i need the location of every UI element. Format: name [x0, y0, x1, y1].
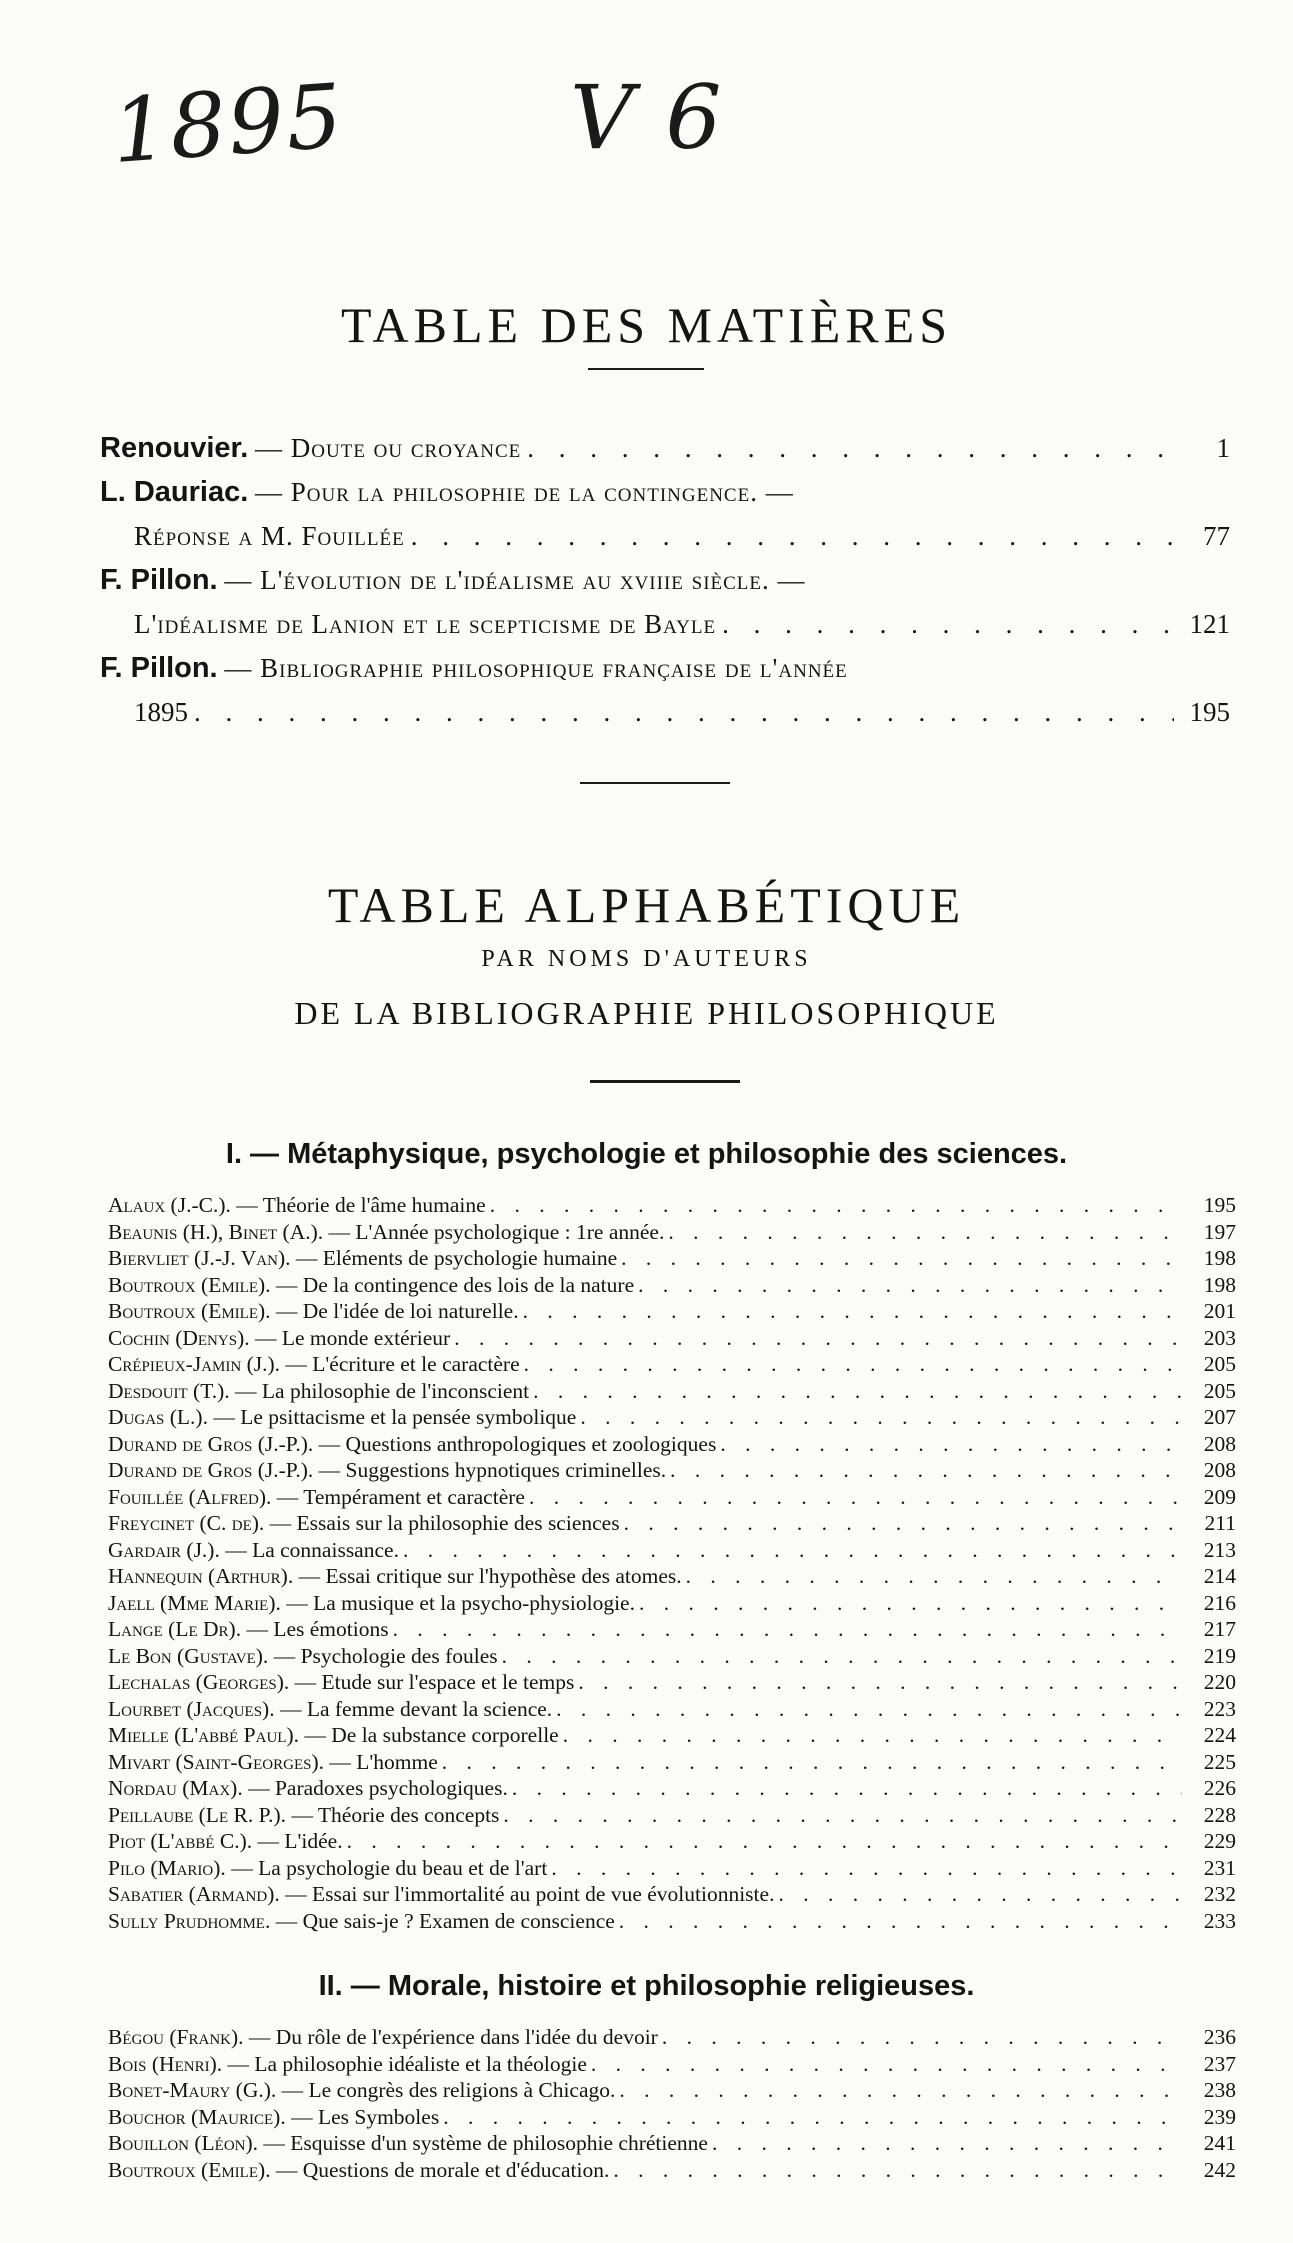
entry-page: 242: [1203, 2157, 1236, 2182]
entry-title: — Que sais-je ? Examen de conscience: [275, 1908, 615, 1933]
list-item: [108, 1510, 1236, 1537]
entry-title: — Le congrès des religions à Chicago.: [281, 2078, 616, 2102]
entry-page: 209: [1203, 1484, 1236, 1509]
entry-author: Beaunis (H.), Binet (A.).: [108, 1219, 324, 1244]
entry-title: — Esquisse d'un système de philosophie chrétienne: [263, 2131, 708, 2155]
list-item: [108, 1563, 1236, 1590]
entry-title: — L'Année psychologique : 1re année.: [328, 1219, 665, 1244]
handwritten-volume: V 6: [570, 66, 724, 169]
list-item: [108, 1404, 1236, 1431]
divider: [588, 368, 704, 370]
leader-dots: [556, 1696, 1182, 1723]
leader-dots: [503, 1802, 1182, 1829]
entry-title: — Questions de morale et d'éducation.: [275, 2157, 610, 2182]
leader-dots: [778, 1881, 1182, 1908]
alpha-subtitle-2: DE LA BIBLIOGRAPHIE PHILOSOPHIQUE: [294, 995, 999, 1031]
list-item: [108, 1378, 1236, 1405]
entry-title: — La femme devant la science.: [279, 1696, 553, 1721]
toc-list: [100, 426, 1230, 734]
leader-dots: [624, 1510, 1182, 1537]
leader-dots: [662, 2024, 1182, 2051]
entry-author: Gardair (J.).: [108, 1537, 220, 1562]
entry-author: Piot (L'abbé C.).: [108, 1829, 253, 1853]
entry-author: Durand de Gros (J.-P.).: [108, 1458, 314, 1482]
entry-author: Bégou (Frank).: [108, 2025, 244, 2049]
entry-page: 225: [1203, 1749, 1236, 1774]
leader-dots: [502, 1643, 1182, 1670]
entry-page: 211: [1204, 1511, 1236, 1535]
leader-dots: [442, 1749, 1182, 1776]
list-item: [108, 1245, 1236, 1272]
toc-entry: [100, 558, 1230, 646]
entry-author: Bouchor (Maurice).: [108, 2104, 286, 2129]
leader-dots: [578, 1669, 1182, 1696]
entry-page: 197: [1203, 1219, 1236, 1244]
entry-author: Bois (Henri).: [108, 2051, 223, 2076]
list-item: [108, 1272, 1236, 1299]
list-item: [108, 1616, 1236, 1643]
entry-title: — Essai sur l'immortalité au point de vue évolutionniste.: [285, 1882, 775, 1906]
entry-page: 231: [1203, 1855, 1236, 1880]
alpha-title: TABLE ALPHABÉTIQUE: [327, 876, 966, 933]
leader-dots: [621, 1245, 1182, 1272]
list-item: [108, 1881, 1236, 1908]
entry-author: Mivart (Saint-Georges).: [108, 1749, 324, 1774]
entry-page: 207: [1203, 1405, 1236, 1429]
leader-dots: [563, 1722, 1182, 1749]
entry-author: Peillaube (Le R. P.).: [108, 1802, 287, 1827]
entry-title: — Les Symboles: [291, 2104, 440, 2129]
section-heading: I. — Métaphysique, psychologie et philosophie des sciences.: [225, 1138, 1068, 1170]
entry-author: Bouillon (Léon).: [108, 2131, 259, 2155]
toc-title-text: — Pour la philosophie de la contingence. —: [255, 477, 794, 507]
list-item: [108, 1722, 1236, 1749]
entry-title: — Essais sur la philosophie des sciences: [269, 1511, 620, 1535]
leader-dots: [686, 1563, 1182, 1590]
entry-page: 238: [1203, 2078, 1236, 2102]
toc-entry: [100, 426, 1230, 470]
entry-author: Nordau (Max).: [108, 1776, 243, 1800]
entry-author: Durand de Gros (J.-P.).: [108, 1431, 314, 1456]
entry-title: — La psychologie du beau et de l'art: [231, 1855, 548, 1880]
toc-author: Renouvier.: [100, 432, 249, 464]
list-item: [108, 1775, 1236, 1802]
list-item: [108, 1749, 1236, 1776]
leader-dots: [533, 1378, 1182, 1405]
entry-page: 241: [1203, 2131, 1236, 2155]
leader-dots: [619, 1908, 1182, 1935]
entry-title: — Eléments de psychologie humaine: [295, 1246, 618, 1270]
entry-page: 232: [1203, 1882, 1236, 1906]
leader-dots: [529, 1484, 1182, 1511]
list-item: [108, 1643, 1236, 1670]
entry-page: 195: [1203, 1193, 1236, 1217]
entry-page: 239: [1203, 2104, 1236, 2129]
entry-author: Lourbet (Jacques).: [108, 1696, 275, 1721]
leader-dots: [722, 602, 1174, 646]
list-item: [108, 2130, 1236, 2157]
entry-title: — L'idée.: [257, 1829, 343, 1853]
list-item: [108, 1431, 1236, 1458]
entry-page: 203: [1203, 1325, 1236, 1350]
leader-dots: [638, 1272, 1182, 1299]
divider: [580, 782, 730, 784]
section-heading: II. — Morale, histoire et philosophie religieuses.: [318, 1970, 975, 2002]
toc-title-text: L'idéalisme de Lanion et le scepticisme de Bayle: [134, 609, 717, 639]
leader-dots: [639, 1590, 1182, 1617]
entry-page: 214: [1203, 1564, 1236, 1588]
entry-author: Lechalas (Georges).: [108, 1670, 290, 1694]
entry-page: 205: [1203, 1352, 1236, 1376]
toc-page: 77: [1203, 521, 1230, 551]
list-item: [108, 1828, 1236, 1855]
entry-title: — La philosophie idéaliste et la théologie: [227, 2051, 587, 2076]
entry-page: 201: [1203, 1299, 1236, 1323]
list-item: [108, 1696, 1236, 1723]
entry-author: Cochin (Denys).: [108, 1325, 250, 1350]
entry-title: — De la substance corporelle: [304, 1723, 559, 1747]
toc-author: L. Dauriac.: [100, 476, 249, 508]
entry-page: 213: [1203, 1537, 1236, 1562]
entry-author: Desdouit (T.).: [108, 1378, 230, 1403]
leader-dots: [393, 1616, 1182, 1643]
leader-dots: [512, 1775, 1182, 1802]
leader-dots: [347, 1828, 1182, 1855]
list-item: [108, 1298, 1236, 1325]
entry-author: Jaell (Mme Marie).: [108, 1590, 281, 1615]
entry-title: — De la contingence des lois de la nature: [275, 1272, 635, 1297]
entry-author: Mielle (L'abbé Paul).: [108, 1723, 300, 1747]
toc-page: 121: [1189, 609, 1230, 639]
entry-title: — Du rôle de l'expérience dans l'idée du devoir: [248, 2025, 658, 2049]
leader-dots: [403, 1537, 1182, 1564]
entry-author: Pilo (Mario).: [108, 1855, 226, 1880]
toc-title: TABLE DES MATIÈRES: [341, 296, 952, 353]
toc-page: 195: [1189, 697, 1230, 727]
list-item: [108, 1351, 1236, 1378]
leader-dots: [523, 1298, 1182, 1325]
toc-title-text: Réponse a M. Fouillée: [134, 521, 405, 551]
list-item: [108, 2157, 1236, 2184]
toc-entry: [100, 470, 1230, 558]
entry-title: — Essai critique sur l'hypothèse des atomes.: [298, 1564, 682, 1588]
list-item: [108, 1590, 1236, 1617]
leader-dots: [591, 2051, 1182, 2078]
divider: [590, 1080, 740, 1083]
entry-author: Freycinet (C. de).: [108, 1511, 265, 1535]
toc-title-text: 1895: [134, 697, 188, 727]
entry-title: — L'écriture et le caractère: [285, 1352, 520, 1376]
leader-dots: [443, 2104, 1182, 2131]
leader-dots: [194, 690, 1174, 734]
toc-author: F. Pillon.: [100, 652, 218, 684]
entry-title: — Le psittacisme et la pensée symbolique: [213, 1405, 577, 1429]
entry-page: 208: [1203, 1431, 1236, 1456]
entry-title: — La philosophie de l'inconscient: [235, 1378, 530, 1403]
entry-author: Sabatier (Armand).: [108, 1882, 280, 1906]
entry-author: Dugas (L.).: [108, 1405, 208, 1429]
entry-author: Boutroux (Emile).: [108, 1272, 271, 1297]
list-item: [108, 1537, 1236, 1564]
handwritten-year: 1895: [108, 64, 348, 183]
toc-entry: [100, 646, 1230, 734]
leader-dots: [580, 1404, 1182, 1431]
entry-page: 198: [1203, 1272, 1236, 1297]
entry-page: 226: [1203, 1776, 1236, 1800]
list-item: [108, 1908, 1236, 1935]
toc-author: F. Pillon.: [100, 564, 218, 596]
toc-page: 1: [1216, 433, 1230, 463]
entry-title: — Psychologie des foules: [273, 1643, 498, 1668]
entry-page: 224: [1203, 1723, 1236, 1747]
entry-author: Le Bon (Gustave).: [108, 1643, 269, 1668]
entry-page: 220: [1203, 1670, 1236, 1694]
entry-title: — Le monde extérieur: [254, 1325, 451, 1350]
entry-title: — Théorie de l'âme humaine: [236, 1193, 486, 1217]
list-item: [108, 1669, 1236, 1696]
alpha-subtitle: PAR NOMS D'AUTEURS: [481, 946, 812, 972]
entry-title: — L'homme: [329, 1749, 438, 1774]
entry-page: 233: [1203, 1908, 1236, 1933]
entry-page: 219: [1203, 1643, 1236, 1668]
entry-author: Fouillée (Alfred).: [108, 1484, 272, 1509]
entry-author: Boutroux (Emile).: [108, 1299, 271, 1323]
entry-page: 198: [1203, 1246, 1236, 1270]
entry-title: — Paradoxes psychologiques.: [248, 1776, 508, 1800]
author-list: [108, 1192, 1236, 1934]
list-item: [108, 2104, 1236, 2131]
entry-page: 223: [1203, 1696, 1236, 1721]
list-item: [108, 1325, 1236, 1352]
entry-title: — De l'idée de loi naturelle.: [275, 1299, 519, 1323]
entry-page: 228: [1203, 1802, 1236, 1827]
entry-author: Bonet-Maury (G.).: [108, 2078, 277, 2102]
leader-dots: [712, 2130, 1182, 2157]
entry-page: 217: [1203, 1617, 1236, 1641]
list-item: [108, 2051, 1236, 2078]
toc-title-text: — Doute ou croyance: [255, 433, 522, 463]
leader-dots: [454, 1325, 1182, 1352]
list-item: [108, 2024, 1236, 2051]
leader-dots: [490, 1192, 1182, 1219]
entry-page: 229: [1203, 1829, 1236, 1853]
list-item: [108, 1855, 1236, 1882]
leader-dots: [668, 1219, 1182, 1246]
leader-dots: [619, 2077, 1182, 2104]
leader-dots: [720, 1431, 1182, 1458]
entry-title: — Suggestions hypnotiques criminelles.: [318, 1458, 667, 1482]
entry-author: Alaux (J.-C.).: [108, 1193, 231, 1217]
leader-dots: [670, 1457, 1182, 1484]
entry-title: — Tempérament et caractère: [276, 1484, 525, 1509]
entry-author: Boutroux (Emile).: [108, 2157, 271, 2182]
entry-page: 236: [1203, 2025, 1236, 2049]
list-item: [108, 2077, 1236, 2104]
list-item: [108, 1219, 1236, 1246]
list-item: [108, 1457, 1236, 1484]
leader-dots: [527, 426, 1174, 470]
entry-author: Sully Prudhomme.: [108, 1908, 271, 1933]
entry-author: Biervliet (J.-J. Van).: [108, 1246, 291, 1270]
leader-dots: [524, 1351, 1182, 1378]
entry-page: 237: [1203, 2051, 1236, 2076]
entry-page: 208: [1203, 1458, 1236, 1482]
entry-title: — Etude sur l'espace et le temps: [294, 1670, 575, 1694]
toc-title-text: — L'évolution de l'idéalisme au xviiie siècle. —: [224, 565, 806, 595]
leader-dots: [551, 1855, 1182, 1882]
entry-title: — Questions anthropologiques et zoologiques: [318, 1431, 717, 1456]
entry-title: — La connaissance.: [225, 1537, 399, 1562]
entry-title: — Théorie des concepts: [291, 1802, 500, 1827]
list-item: [108, 1484, 1236, 1511]
toc-title-text: — Bibliographie philosophique française de l'année: [224, 653, 848, 683]
entry-author: Hannequin (Arthur).: [108, 1564, 294, 1588]
leader-dots: [613, 2157, 1182, 2184]
entry-author: Lange (Le Dr).: [108, 1617, 242, 1641]
leader-dots: [411, 514, 1174, 558]
author-list: [108, 2024, 1236, 2183]
list-item: [108, 1802, 1236, 1829]
entry-page: 205: [1203, 1378, 1236, 1403]
entry-title: — Les émotions: [246, 1617, 389, 1641]
entry-page: 216: [1203, 1590, 1236, 1615]
entry-author: Crépieux-Jamin (J.).: [108, 1352, 281, 1376]
list-item: [108, 1192, 1236, 1219]
entry-title: — La musique et la psycho-physiologie.: [286, 1590, 635, 1615]
